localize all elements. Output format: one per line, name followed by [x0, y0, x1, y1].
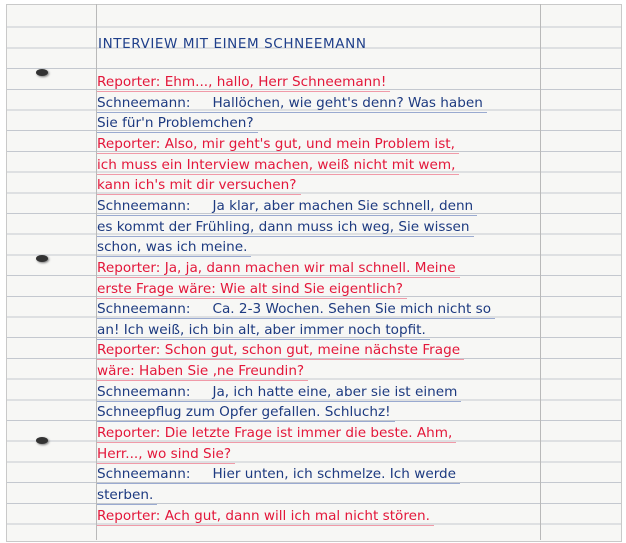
dialogue-line-snowman	[97, 197, 477, 216]
speaker-label: Schneemann:	[97, 94, 191, 111]
dialogue-line-reporter	[97, 507, 434, 526]
dialogue-line-snowman	[97, 486, 157, 505]
dialogue-line-snowman	[97, 300, 495, 319]
dialogue-line-reporter	[97, 135, 459, 154]
right-margin-line	[540, 4, 541, 540]
dialogue-line-reporter	[97, 156, 459, 175]
dialogue-text: Hier unten, ich schmelze. Ich werde	[212, 466, 457, 483]
dialogue-text: sterben.	[97, 487, 154, 503]
dialogue-text: schon, was ich meine.	[97, 239, 248, 256]
punch-hole-icon	[36, 69, 48, 76]
speaker-label: Schneemann:	[97, 197, 191, 214]
page-title: INTERVIEW MIT EINEM SCHNEEMANN	[98, 36, 367, 52]
speaker-label: Schneemann:	[97, 383, 191, 400]
dialogue-line-snowman	[97, 218, 474, 237]
dialogue-line-snowman	[97, 465, 460, 484]
dialogue-line-reporter	[97, 362, 308, 381]
dialogue-line-snowman	[97, 114, 258, 133]
dialogue-text: Ja klar, aber machen Sie schnell, denn	[212, 197, 474, 214]
speaker-label: Reporter:	[97, 135, 161, 152]
dialogue-line-snowman	[97, 94, 487, 113]
dialogue-text: es kommt der Frühling, dann muss ich weg, Sie wissen	[97, 218, 470, 235]
dialogue-line-reporter	[97, 445, 235, 464]
dialogue-text: kann ich's mit dir versuchen?	[97, 177, 297, 194]
dialogue-line-snowman	[97, 238, 251, 257]
dialogue-text: Also, mir geht's gut, und mein Problem ist,	[164, 135, 455, 152]
speaker-label: Schneemann:	[97, 301, 191, 318]
dialogue-line-reporter	[97, 259, 460, 278]
dialogue-text: Herr..., wo sind Sie?	[97, 445, 232, 462]
speaker-label: Reporter:	[97, 425, 161, 442]
dialogue-text: Ca. 2-3 Wochen. Sehen Sie mich nicht so	[212, 301, 492, 318]
dialogue-text: Ja, ja, dann machen wir mal schnell. Meine	[164, 259, 456, 276]
dialogue-text: Schon gut, schon gut, meine nächste Frage	[164, 342, 461, 359]
dialogue-text: erste Frage wäre: Wie alt sind Sie eigentlich?	[97, 280, 403, 297]
dialogue-text: Sie für'n Problemchen?	[97, 115, 254, 132]
dialogue-line-snowman	[97, 383, 461, 402]
speaker-label: Reporter:	[97, 507, 161, 524]
punch-hole-icon	[36, 437, 48, 444]
dialogue-line-reporter	[97, 73, 390, 92]
dialogue-line-snowman	[97, 403, 395, 422]
dialogue-text: Schneepflug zum Opfer gefallen. Schluchz!	[97, 404, 391, 421]
speaker-label: Reporter:	[97, 342, 161, 359]
dialogue-text: Ach gut, dann will ich mal nicht stören.	[164, 507, 430, 524]
dialogue-text: Ehm..., hallo, Herr Schneemann!	[164, 74, 387, 90]
dialogue-line-reporter	[97, 280, 407, 299]
dialogue-text: ich muss ein Interview machen, weiß nicht mit wem,	[97, 156, 456, 173]
dialogue-text: Hallöchen, wie geht's denn? Was haben	[212, 94, 483, 111]
dialogue-text: Die letzte Frage ist immer die beste. Ahm,	[164, 425, 453, 442]
dialogue-line-reporter	[97, 176, 301, 195]
dialogue-text: wäre: Haben Sie ‚ne Freundin?	[97, 363, 305, 380]
speaker-label: Reporter:	[97, 259, 161, 276]
dialogue-line-reporter	[97, 424, 456, 443]
dialogue-line-snowman	[97, 321, 430, 340]
speaker-label: Schneemann:	[97, 466, 191, 483]
dialogue-text: an! Ich weiß, ich bin alt, aber immer noch topfit.	[97, 321, 426, 338]
punch-hole-icon	[36, 255, 48, 262]
dialogue-line-reporter	[97, 341, 464, 360]
speaker-label: Reporter:	[97, 74, 161, 90]
dialogue-text: Ja, ich hatte eine, aber sie ist einem	[212, 383, 458, 400]
